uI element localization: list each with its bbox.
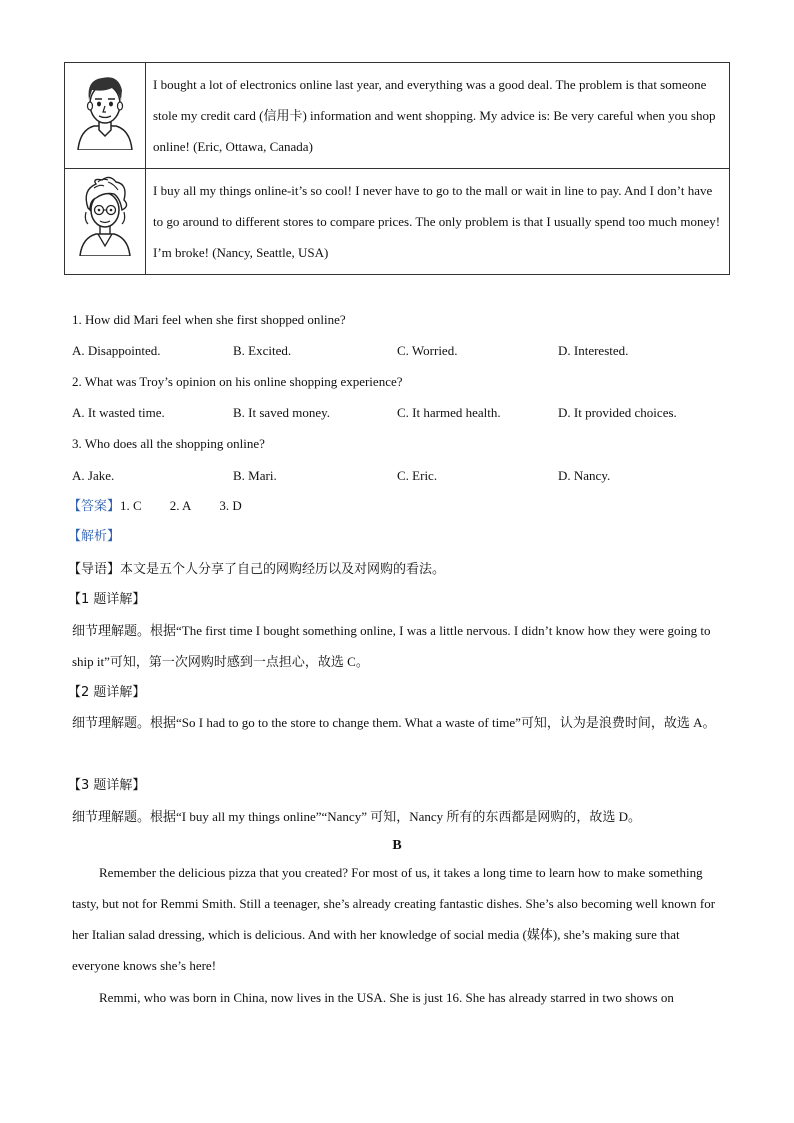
woman-avatar-icon bbox=[74, 170, 136, 256]
detail-text: 细节理解题。根据“I buy all my things online”“Nancy” 可知，Nancy 所有的东西都是网购的，故选 D。 bbox=[72, 809, 642, 824]
intro-label: 【导语】 bbox=[68, 562, 121, 577]
detail-text: 细节理解题。根据“The first time I bought something online, I was a little nervous. I didn’t know how they were going to ship it”可知，第一次网购时感到一点担心，故选 C。 bbox=[72, 623, 711, 669]
question-option: D. Nancy. bbox=[558, 468, 611, 483]
avatar-cell bbox=[65, 63, 146, 169]
testimonial-row bbox=[65, 63, 730, 169]
detail-label: 【3 题详解】 bbox=[68, 778, 146, 793]
man-avatar-icon bbox=[74, 64, 136, 150]
question-option: A. It wasted time. bbox=[72, 405, 165, 420]
question-option: C. Eric. bbox=[397, 468, 438, 483]
intro-text: 本文是五个人分享了自己的网购经历以及对网购的看法。 bbox=[120, 562, 446, 577]
testimonial-text: I buy all my things online-it’s so cool! I never have to go to the mall or wait in line to pay. And I don’t have to go around to different stores to compare prices. The only problem is that I usually spend too much money! I’m broke! (Nancy, Seattle, USA) bbox=[146, 169, 730, 275]
question-option: A. Jake. bbox=[72, 468, 115, 483]
answer-item: 2. A bbox=[169, 498, 192, 513]
testimonial-table bbox=[64, 62, 730, 275]
question-option: B. It saved money. bbox=[233, 405, 330, 420]
intro-line bbox=[68, 560, 445, 579]
article-paragraph: Remmi, who was born in China, now lives in the USA. She is just 16. She has already starred in two shows on bbox=[99, 990, 674, 1005]
analysis-label: 【解析】 bbox=[68, 529, 121, 544]
question-option: B. Mari. bbox=[233, 468, 277, 483]
detail-text: 细节理解题。根据“So I had to go to the store to change them. What a waste of time”可知，认为是浪费时间，故选 A。 bbox=[72, 715, 716, 730]
article-paragraph: Remember the delicious pizza that you created? For most of us, it takes a long time to learn how to make something tasty, but not for Remmi Smith. Still a teenager, she’s already creating fantastic dishes. She’s also becoming well known for her Italian salad dressing, which is delicious. And with her knowledge of social media (媒体), she’s making sure that everyone knows she’s here! bbox=[72, 865, 716, 973]
question-option: B. Excited. bbox=[233, 343, 292, 358]
question-option: D. Interested. bbox=[558, 343, 629, 358]
testimonial-row bbox=[65, 169, 730, 275]
question-option: C. Worried. bbox=[397, 343, 458, 358]
answer-line bbox=[68, 497, 270, 516]
answer-item: 1. C bbox=[120, 498, 142, 513]
avatar-cell bbox=[65, 169, 146, 275]
question-stem: 2. What was Troy’s opinion on his online shopping experience? bbox=[72, 374, 403, 389]
section-heading: B bbox=[392, 838, 402, 853]
detail-label: 【2 题详解】 bbox=[68, 685, 146, 700]
question-option: C. It harmed health. bbox=[397, 405, 501, 420]
detail-label: 【1 题详解】 bbox=[68, 592, 146, 607]
question-option: A. Disappointed. bbox=[72, 343, 161, 358]
answer-label: 【答案】 bbox=[68, 499, 121, 514]
answer-item: 3. D bbox=[219, 498, 242, 513]
question-option: D. It provided choices. bbox=[558, 405, 677, 420]
question-stem: 3. Who does all the shopping online? bbox=[72, 436, 265, 451]
testimonial-text: I bought a lot of electronics online last year, and everything was a good deal. The problem is that someone stole my credit card (信用卡) information and went shopping. My advice is: Be very careful when you shop online! (Eric, Ottawa, Canada) bbox=[146, 63, 730, 169]
question-stem: 1. How did Mari feel when she first shopped online? bbox=[72, 312, 346, 327]
